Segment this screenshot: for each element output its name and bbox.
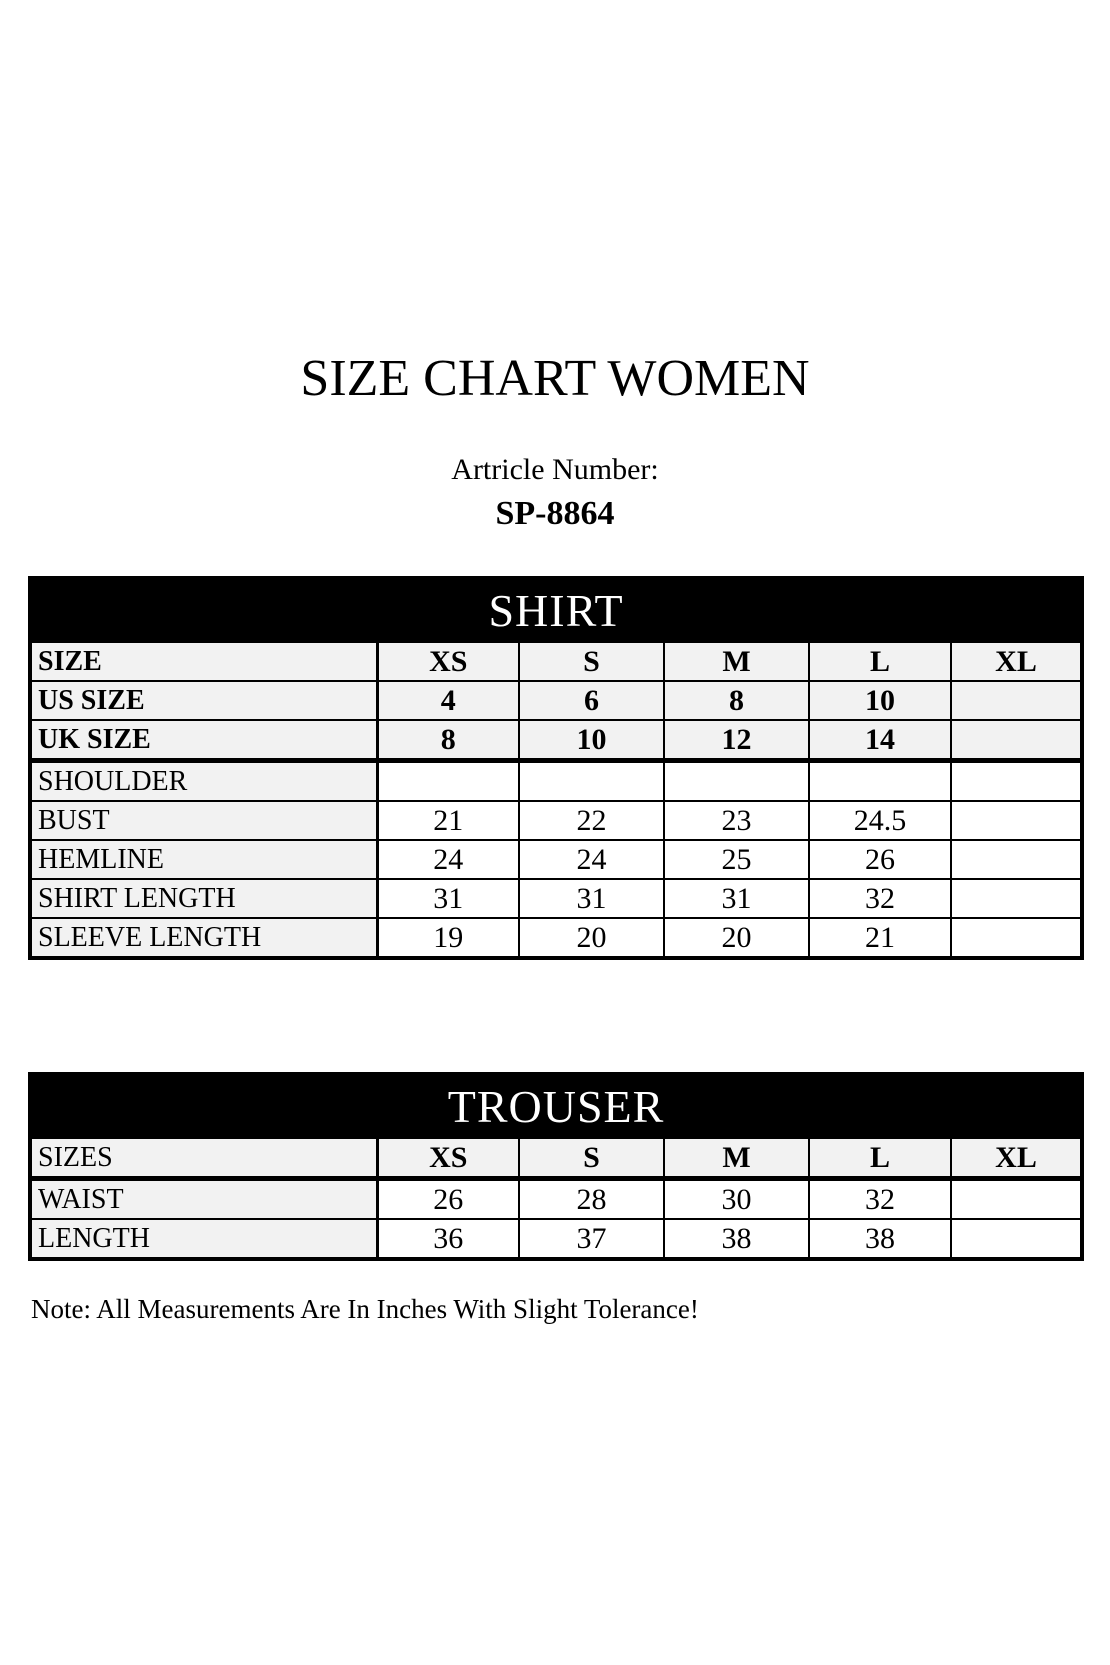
size-value-cell: 23 [664,801,809,840]
article-number-value: SP-8864 [495,495,615,532]
size-value-cell: 36 [377,1219,519,1259]
size-value-cell: 32 [809,879,951,918]
size-value-cell [951,918,1082,958]
table-row [30,720,1082,761]
size-value-cell: 24.5 [809,801,951,840]
table-row [30,879,1082,918]
size-value-cell: 8 [377,720,519,761]
size-value-cell: 22 [519,801,664,840]
size-value-cell [951,801,1082,840]
size-value-cell: 32 [809,1179,951,1220]
size-value-cell: 26 [377,1179,519,1220]
row-label: SLEEVE LENGTH [30,918,377,958]
table-row [30,918,1082,958]
size-value-cell [664,761,809,802]
size-column-header: M [664,642,809,681]
size-value-cell: 24 [377,840,519,879]
size-value-cell: 37 [519,1219,664,1259]
size-value-cell: 25 [664,840,809,879]
size-value-cell [951,1219,1082,1259]
size-value-cell: 21 [809,918,951,958]
size-value-cell: 31 [664,879,809,918]
size-header-row [30,642,1082,681]
size-value-cell [377,761,519,802]
size-value-cell: 12 [664,720,809,761]
size-value-cell: 31 [377,879,519,918]
row-label: SIZES [30,1138,377,1179]
size-value-cell: 4 [377,681,519,720]
row-label: UK SIZE [30,720,377,761]
size-column-header: S [519,1138,664,1179]
size-value-cell: 38 [809,1219,951,1259]
trouser-size-table [28,1072,1084,1261]
size-value-cell [519,761,664,802]
size-value-cell [951,840,1082,879]
table-row [30,840,1082,879]
row-label: BUST [30,801,377,840]
size-value-cell: 10 [519,720,664,761]
size-value-cell [951,761,1082,802]
row-label: SHIRT LENGTH [30,879,377,918]
size-value-cell: 28 [519,1179,664,1220]
size-column-header: S [519,642,664,681]
size-value-cell [951,1179,1082,1220]
size-value-cell: 30 [664,1179,809,1220]
size-value-cell: 14 [809,720,951,761]
row-label: WAIST [30,1179,377,1220]
size-value-cell: 6 [519,681,664,720]
size-column-header: M [664,1138,809,1179]
size-column-header: L [809,642,951,681]
size-value-cell: 31 [519,879,664,918]
size-value-cell: 20 [664,918,809,958]
size-value-cell: 24 [519,840,664,879]
page-title: SIZE CHART WOMEN [300,350,810,407]
size-value-cell [951,720,1082,761]
article-number-label: Artricle Number: [451,453,659,486]
size-value-cell: 21 [377,801,519,840]
size-value-cell [951,681,1082,720]
row-label: LENGTH [30,1219,377,1259]
size-value-cell: 8 [664,681,809,720]
size-value-cell: 38 [664,1219,809,1259]
row-label: SIZE [30,642,377,681]
table-title: SHIRT [30,578,1082,642]
table-title-row [30,1074,1082,1138]
table-title: TROUSER [30,1074,1082,1138]
size-column-header: XL [951,642,1082,681]
table-row [30,1219,1082,1259]
size-value-cell: 20 [519,918,664,958]
row-label: HEMLINE [30,840,377,879]
table-title-row [30,578,1082,642]
table-row [30,1179,1082,1220]
table-row [30,761,1082,802]
measurement-note: Note: All Measurements Are In Inches With Slight Tolerance! [31,1294,699,1324]
size-column-header: XS [377,642,519,681]
table-row [30,681,1082,720]
size-column-header: XS [377,1138,519,1179]
size-column-header: L [809,1138,951,1179]
size-value-cell: 19 [377,918,519,958]
size-header-row [30,1138,1082,1179]
row-label: SHOULDER [30,761,377,802]
row-label: US SIZE [30,681,377,720]
size-value-cell [951,879,1082,918]
size-column-header: XL [951,1138,1082,1179]
size-value-cell: 10 [809,681,951,720]
table-row [30,801,1082,840]
size-value-cell: 26 [809,840,951,879]
shirt-size-table [28,576,1084,960]
size-value-cell [809,761,951,802]
